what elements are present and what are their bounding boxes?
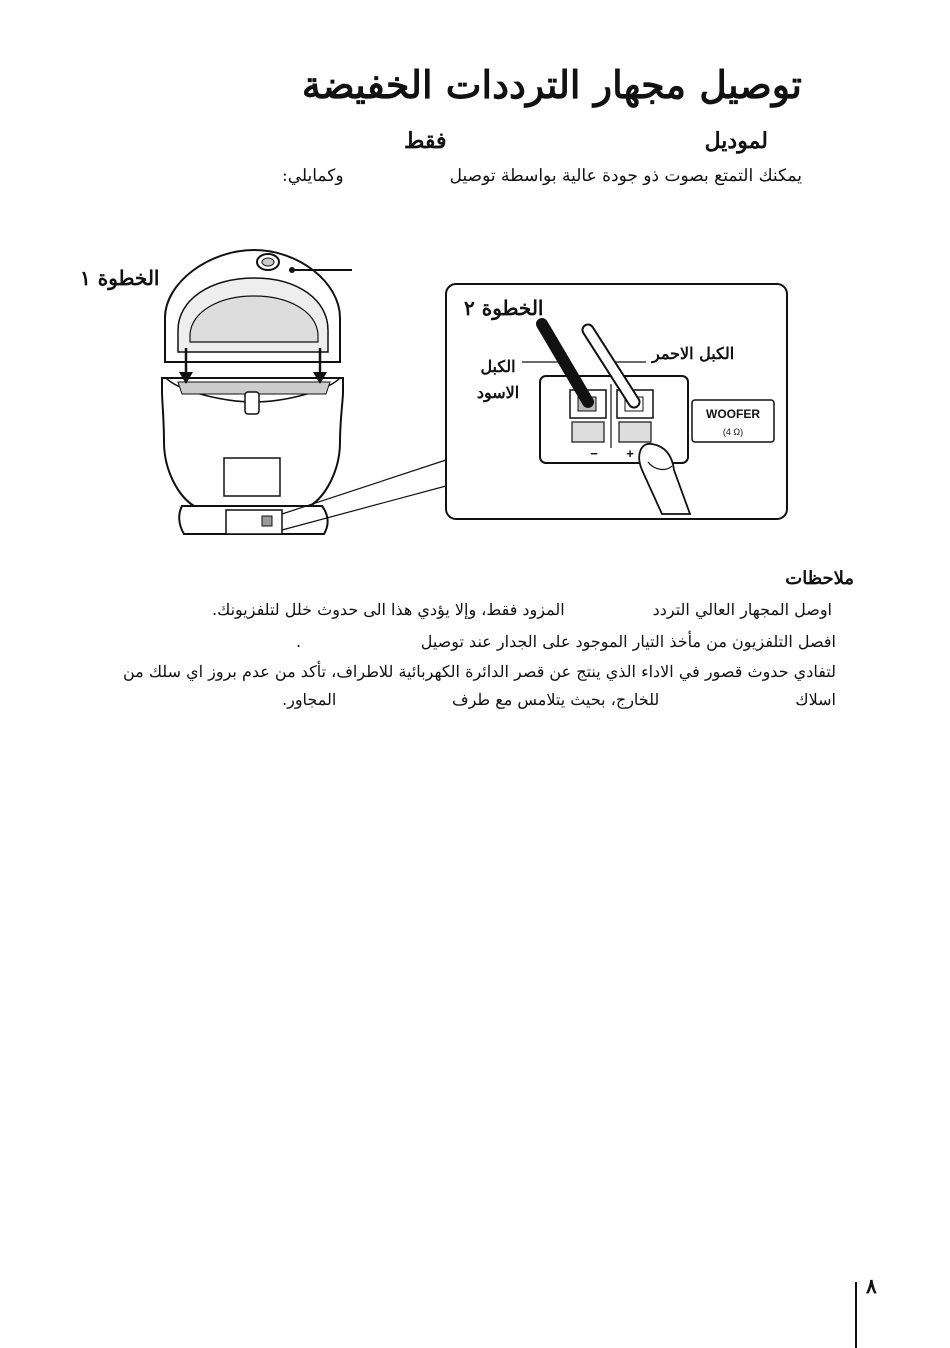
note-1-right: اوصل المجهار العالي التردد <box>652 600 832 619</box>
minus-terminal-label: − <box>590 446 598 461</box>
woofer-label: WOOFER <box>706 407 760 421</box>
note-2-right: افصل التلفزيون من مأخذ التيار الموجود على الجدار عند توصيل <box>420 632 836 651</box>
note-1-left: المزود فقط، وإلا يؤدي هذا الى حدوث خلل لتلفزيونك. <box>212 600 565 619</box>
black-cable-label-line1: الكبل <box>480 357 516 376</box>
step-1-label: الخطوة ١ <box>80 266 160 290</box>
red-cable-label: الكبل الاحمر <box>652 344 735 363</box>
impedance-label: (4 Ω) <box>722 427 744 437</box>
model-heading-left: فقط <box>404 128 447 154</box>
intro-text-left: وكمايلي: <box>282 166 344 186</box>
note-3-line-2-mid: للخارج، بحيث يتلامس مع طرف <box>452 690 660 709</box>
notes-title: ملاحظات <box>785 568 854 589</box>
step-2-label: الخطوة ٢ <box>464 296 544 320</box>
intro-text-right: يمكنك التمتع بصوت ذو جودة عالية بواسطة توصيل <box>449 166 802 186</box>
black-cable-label <box>474 354 522 406</box>
model-heading-right: لموديل <box>704 128 768 154</box>
tv-illustration <box>162 250 446 534</box>
page-title: توصيل مجهار الترددات الخفيضة <box>301 62 802 107</box>
note-3-line-1: لتفادي حدوث قصور في الاداء الذي ينتج عن قصر الدائرة الكهربائية للاطراف، تأكد من عدم بروز اي سلك من <box>122 662 836 681</box>
note-3-line-2-right: اسلاك <box>795 690 836 709</box>
black-cable-label-line2: الاسود <box>476 383 520 402</box>
page-number: ٨ <box>866 1274 877 1298</box>
note-2-left: . <box>296 632 302 651</box>
plus-terminal-label: + <box>626 446 634 461</box>
note-3-line-2-left: المجاور. <box>282 690 337 709</box>
page-margin-rule <box>855 1282 857 1348</box>
